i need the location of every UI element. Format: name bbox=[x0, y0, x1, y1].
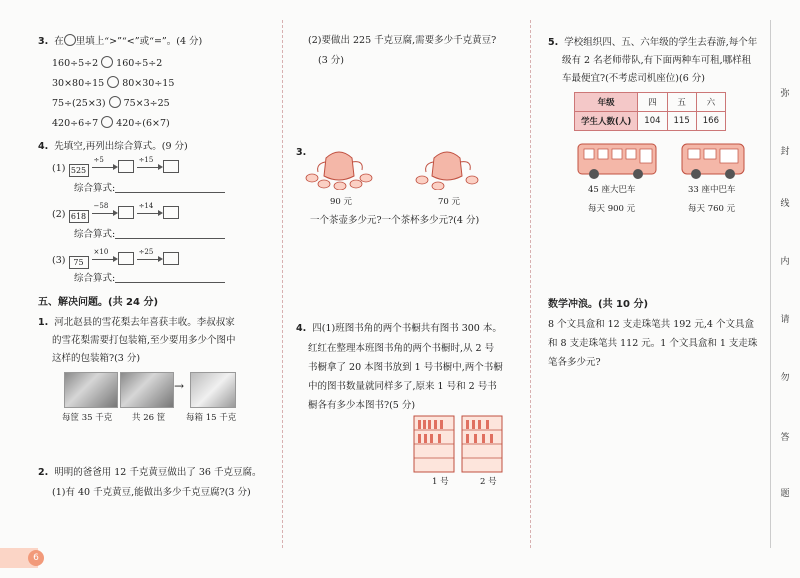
m-q4-line: 4. 四(1)班图书角的两个书橱共有图书 300 本。 bbox=[296, 323, 502, 334]
shelf-label: 2 号 bbox=[480, 477, 497, 487]
table-header: 年级 bbox=[575, 93, 638, 112]
p1-line: 1. 河北赵县的雪花梨去年喜获丰收。李叔叔家 bbox=[38, 317, 235, 328]
flow-row-3: (3) 75 ×10 ÷25 bbox=[52, 252, 179, 269]
table-header: 四 bbox=[638, 93, 667, 112]
r-q5-line: 5. 学校组织四、五、六年级的学生去春游,每个年 bbox=[548, 37, 758, 48]
page-number: 6 bbox=[28, 550, 44, 566]
answer-box[interactable] bbox=[163, 160, 179, 173]
pears-basket-photo bbox=[64, 372, 118, 408]
formula-blank[interactable] bbox=[115, 228, 225, 239]
price-label: 70 元 bbox=[438, 197, 461, 207]
arrow-icon: → bbox=[174, 379, 185, 393]
teapot-set-2 bbox=[412, 146, 482, 190]
formula-line: 综合算式: bbox=[74, 182, 225, 195]
flow-row-1: (1) 525 ÷5 ÷15 bbox=[52, 160, 179, 177]
seal-char: 弥 bbox=[780, 89, 790, 99]
seal-char: 题 bbox=[780, 489, 790, 499]
bus-caption: 45 座大巴车 bbox=[588, 185, 636, 195]
p2-line: 2. 明明的爸爸用 12 千克黄豆做出了 36 千克豆腐。 bbox=[38, 467, 262, 478]
challenge-title: 数学冲浪。(共 10 分) bbox=[548, 299, 649, 310]
photo-caption: 每箱 15 千克 bbox=[186, 413, 237, 423]
p2-sub1: (1)有 40 千克黄豆,能做出多少千克豆腐?(3 分) bbox=[52, 487, 251, 498]
bus-caption: 每天 900 元 bbox=[588, 204, 636, 214]
p1-line: 这样的包装箱?(3 分) bbox=[52, 353, 141, 364]
answer-box[interactable] bbox=[118, 206, 134, 219]
flow-row-2: (2) 618 −58 ÷14 bbox=[52, 206, 179, 223]
challenge-line: 笔各多少元? bbox=[548, 357, 601, 368]
baskets-photo bbox=[120, 372, 174, 408]
compare-row: 420÷6÷7 420÷(6×7) bbox=[52, 118, 170, 129]
seal-char: 答 bbox=[780, 433, 790, 443]
section-title: 五、解决问题。(共 24 分) bbox=[38, 297, 159, 308]
table-cell: 166 bbox=[696, 112, 725, 131]
q3-instruction: 3. 在 里填上“>”“<”或“=”。(4 分) bbox=[38, 36, 203, 47]
medium-bus-icon bbox=[680, 140, 748, 182]
m-q3-question: 一个茶壶多少元?一个茶杯多少元?(4 分) bbox=[310, 215, 480, 226]
answer-box[interactable] bbox=[163, 252, 179, 265]
m-sub2-score: (3 分) bbox=[318, 55, 344, 66]
photo-caption: 共 26 筐 bbox=[132, 413, 166, 423]
bus-caption: 33 座中巴车 bbox=[688, 185, 736, 195]
teapot-set-1 bbox=[304, 146, 374, 190]
student-count-table bbox=[574, 92, 726, 131]
p1-line: 的雪花梨需要打包装箱,至少要用多少个图中 bbox=[52, 335, 236, 346]
r-q5-line: 车最便宜?(不考虑司机座位)(6 分) bbox=[562, 73, 705, 84]
seal-char: 内 bbox=[780, 257, 790, 267]
r-q5-line: 级有 2 名老师带队,有下面两种车可租,哪样租 bbox=[562, 55, 752, 66]
price-label: 90 元 bbox=[330, 197, 353, 207]
column-divider bbox=[282, 20, 283, 548]
photo-caption: 每筐 35 千克 bbox=[62, 413, 113, 423]
formula-blank[interactable] bbox=[115, 272, 225, 283]
answer-box[interactable] bbox=[118, 160, 134, 173]
seal-char: 封 bbox=[780, 147, 790, 157]
challenge-line: 8 个文具盒和 12 支走珠笔共 192 元,4 个文具盒 bbox=[548, 319, 754, 330]
compare-row: 75÷(25×3) 75×3÷25 bbox=[52, 98, 170, 109]
answer-box[interactable] bbox=[163, 206, 179, 219]
formula-blank[interactable] bbox=[115, 182, 225, 193]
m-q3-num: 3. bbox=[296, 147, 307, 158]
formula-line: 综合算式: bbox=[74, 228, 225, 241]
table-header: 六 bbox=[696, 93, 725, 112]
m-q4-line: 书橱拿了 20 本图书放到 1 号书橱中,两个书橱 bbox=[308, 362, 503, 373]
big-bus-icon bbox=[576, 140, 660, 182]
m-q4-line: 红红在整理本班图书角的两个书橱时,从 2 号 bbox=[308, 343, 495, 354]
q4-instruction: 4. 先填空,再列出综合算式。(9 分) bbox=[38, 141, 188, 152]
bookshelves-icon bbox=[412, 414, 504, 474]
compare-row: 30×80÷15 80×30÷15 bbox=[52, 78, 175, 89]
box-photo bbox=[190, 372, 236, 408]
answer-box[interactable] bbox=[118, 252, 134, 265]
table-row-label: 学生人数(人) bbox=[575, 112, 638, 131]
column-divider bbox=[530, 20, 531, 548]
binding-line bbox=[770, 20, 771, 548]
compare-row: 160÷5÷2 160÷5÷2 bbox=[52, 58, 163, 69]
bus-caption: 每天 760 元 bbox=[688, 204, 736, 214]
table-cell: 104 bbox=[638, 112, 667, 131]
m-q4-line: 橱各有多少本图书?(5 分) bbox=[308, 400, 416, 411]
challenge-line: 和 8 支走珠笔共 112 元。1 个文具盒和 1 支走珠 bbox=[548, 338, 758, 349]
m-sub2: (2)要做出 225 千克豆腐,需要多少千克黄豆? bbox=[308, 35, 497, 46]
seal-char: 勿 bbox=[780, 373, 790, 383]
table-header: 五 bbox=[667, 93, 696, 112]
table-cell: 115 bbox=[667, 112, 696, 131]
formula-line: 综合算式: bbox=[74, 272, 225, 285]
seal-char: 请 bbox=[780, 315, 790, 325]
seal-char: 线 bbox=[780, 199, 790, 209]
shelf-label: 1 号 bbox=[432, 477, 449, 487]
m-q4-line: 中的图书数量就同样多了,原来 1 号和 2 号书 bbox=[308, 381, 497, 392]
